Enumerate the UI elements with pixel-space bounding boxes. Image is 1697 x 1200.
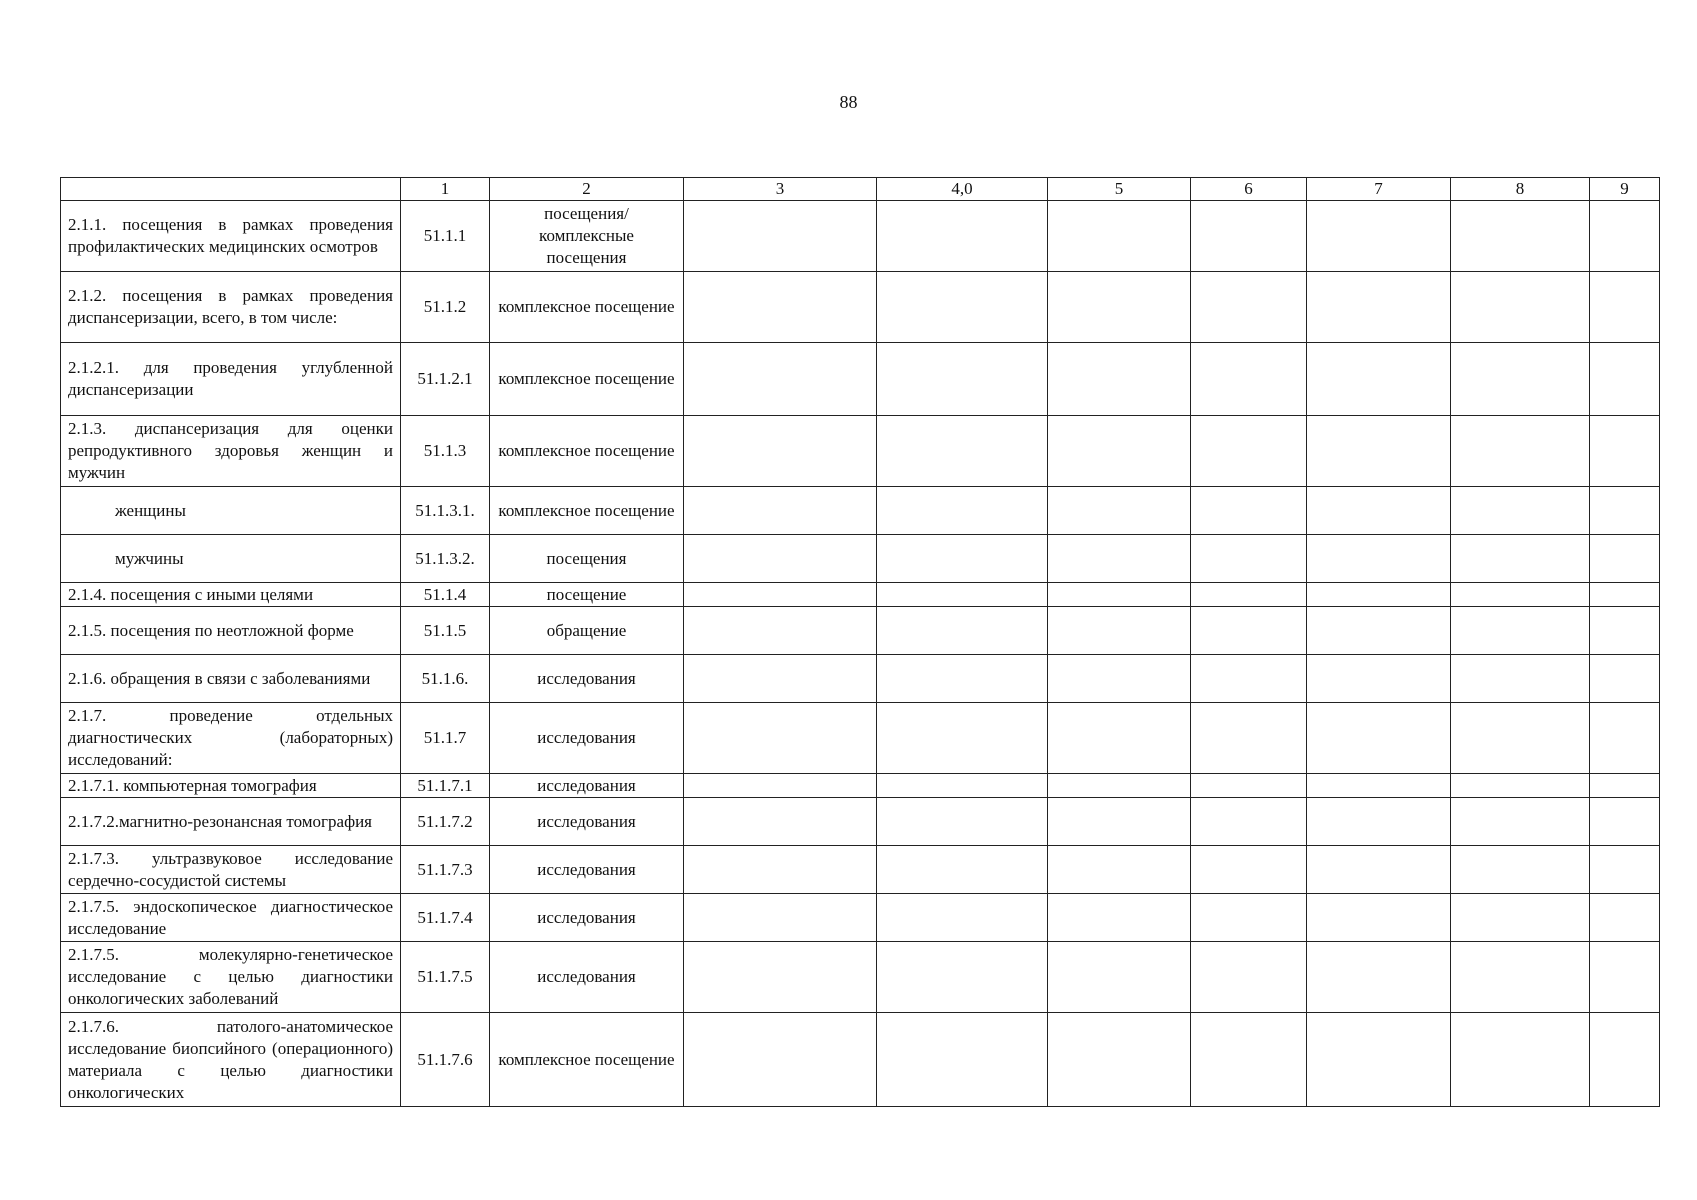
- empty-value-cell: [1451, 607, 1590, 655]
- empty-value-cell: [1191, 1013, 1307, 1107]
- empty-value-cell: [1191, 655, 1307, 703]
- empty-value-cell: [1191, 535, 1307, 583]
- empty-value-cell: [1048, 607, 1191, 655]
- empty-value-cell: [1191, 942, 1307, 1013]
- header-cell: 1: [401, 178, 490, 201]
- empty-value-cell: [684, 343, 877, 416]
- empty-value-cell: [1191, 894, 1307, 942]
- empty-value-cell: [1590, 894, 1660, 942]
- indicator-name-cell: 2.1.2.1. для проведения углубленной диспансеризации: [61, 343, 401, 416]
- empty-value-cell: [1590, 487, 1660, 535]
- row-code-cell: 51.1.2: [401, 272, 490, 343]
- indicator-name-cell: 2.1.7. проведение отдельных диагностических (лабораторных) исследований:: [61, 703, 401, 774]
- empty-value-cell: [1048, 774, 1191, 798]
- indicator-name-cell: 2.1.7.6. патолого-анатомическое исследование биопсийного (операционного) материала с целью диагностики онкологических: [61, 1013, 401, 1107]
- empty-value-cell: [1048, 416, 1191, 487]
- header-cell: 7: [1307, 178, 1451, 201]
- indicator-name-cell: 2.1.2. посещения в рамках проведения диспансеризации, всего, в том числе:: [61, 272, 401, 343]
- empty-value-cell: [1590, 1013, 1660, 1107]
- empty-value-cell: [1590, 272, 1660, 343]
- empty-value-cell: [684, 774, 877, 798]
- table-row: [61, 416, 1660, 487]
- indicator-name-cell: 2.1.7.5. эндоскопическое диагностическое исследование: [61, 894, 401, 942]
- indicator-name-cell: 2.1.6. обращения в связи с заболеваниями: [61, 655, 401, 703]
- empty-value-cell: [1191, 487, 1307, 535]
- empty-value-cell: [1307, 607, 1451, 655]
- empty-value-cell: [1451, 535, 1590, 583]
- empty-value-cell: [684, 1013, 877, 1107]
- row-code-cell: 51.1.3: [401, 416, 490, 487]
- data-table: [60, 177, 1660, 1107]
- empty-value-cell: [1451, 894, 1590, 942]
- unit-cell: исследования: [490, 894, 684, 942]
- empty-value-cell: [877, 703, 1048, 774]
- indicator-name-cell: 2.1.3. диспансеризация для оценки репродуктивного здоровья женщин и мужчин: [61, 416, 401, 487]
- empty-value-cell: [1307, 703, 1451, 774]
- empty-value-cell: [1048, 583, 1191, 607]
- unit-cell: исследования: [490, 942, 684, 1013]
- empty-value-cell: [1590, 942, 1660, 1013]
- indicator-name-cell: 2.1.7.1. компьютерная томография: [61, 774, 401, 798]
- unit-cell: посещение: [490, 583, 684, 607]
- empty-value-cell: [1191, 846, 1307, 894]
- empty-value-cell: [1307, 343, 1451, 416]
- empty-value-cell: [1307, 416, 1451, 487]
- header-row: [61, 178, 1660, 201]
- empty-value-cell: [684, 942, 877, 1013]
- row-code-cell: 51.1.3.2.: [401, 535, 490, 583]
- table-row: [61, 846, 1660, 894]
- row-code-cell: 51.1.4: [401, 583, 490, 607]
- empty-value-cell: [1191, 703, 1307, 774]
- empty-value-cell: [877, 343, 1048, 416]
- empty-value-cell: [684, 846, 877, 894]
- empty-value-cell: [1191, 774, 1307, 798]
- empty-value-cell: [1451, 942, 1590, 1013]
- empty-value-cell: [1451, 846, 1590, 894]
- empty-value-cell: [1590, 607, 1660, 655]
- empty-value-cell: [684, 416, 877, 487]
- header-cell: 8: [1451, 178, 1590, 201]
- unit-cell: посещения/ комплексные посещения: [490, 201, 684, 272]
- empty-value-cell: [877, 487, 1048, 535]
- empty-value-cell: [1590, 703, 1660, 774]
- empty-value-cell: [1048, 942, 1191, 1013]
- empty-value-cell: [1451, 703, 1590, 774]
- empty-value-cell: [877, 655, 1048, 703]
- empty-value-cell: [1307, 535, 1451, 583]
- empty-value-cell: [1048, 655, 1191, 703]
- empty-value-cell: [1307, 774, 1451, 798]
- header-cell: [61, 178, 401, 201]
- unit-cell: комплексное посещение: [490, 416, 684, 487]
- empty-value-cell: [1307, 846, 1451, 894]
- table-row: [61, 535, 1660, 583]
- empty-value-cell: [877, 798, 1048, 846]
- empty-value-cell: [877, 272, 1048, 343]
- indicator-name-cell: 2.1.4. посещения с иными целями: [61, 583, 401, 607]
- empty-value-cell: [1191, 272, 1307, 343]
- page-number: 88: [839, 92, 858, 112]
- header-cell: 2: [490, 178, 684, 201]
- table-row: [61, 607, 1660, 655]
- empty-value-cell: [1451, 774, 1590, 798]
- unit-cell: исследования: [490, 655, 684, 703]
- empty-value-cell: [684, 487, 877, 535]
- row-code-cell: 51.1.7.5: [401, 942, 490, 1013]
- unit-cell: обращение: [490, 607, 684, 655]
- empty-value-cell: [1590, 201, 1660, 272]
- empty-value-cell: [877, 942, 1048, 1013]
- table-row: [61, 894, 1660, 942]
- indicator-name-cell: 2.1.7.3. ультразвуковое исследование сердечно-сосудистой системы: [61, 846, 401, 894]
- row-code-cell: 51.1.7.6: [401, 1013, 490, 1107]
- empty-value-cell: [1307, 942, 1451, 1013]
- row-code-cell: 51.1.3.1.: [401, 487, 490, 535]
- empty-value-cell: [877, 583, 1048, 607]
- empty-value-cell: [1590, 343, 1660, 416]
- row-code-cell: 51.1.6.: [401, 655, 490, 703]
- empty-value-cell: [877, 1013, 1048, 1107]
- empty-value-cell: [1451, 798, 1590, 846]
- empty-value-cell: [1191, 607, 1307, 655]
- empty-value-cell: [1451, 343, 1590, 416]
- empty-value-cell: [1048, 894, 1191, 942]
- table-row: [61, 798, 1660, 846]
- table-row: [61, 272, 1660, 343]
- row-code-cell: 51.1.7: [401, 703, 490, 774]
- empty-value-cell: [1307, 798, 1451, 846]
- empty-value-cell: [877, 607, 1048, 655]
- indicator-name-cell: 2.1.1. посещения в рамках проведения профилактических медицинских осмотров: [61, 201, 401, 272]
- row-code-cell: 51.1.2.1: [401, 343, 490, 416]
- empty-value-cell: [684, 798, 877, 846]
- empty-value-cell: [684, 535, 877, 583]
- empty-value-cell: [684, 607, 877, 655]
- indicator-name-cell: 2.1.7.5. молекулярно-генетическое исследование с целью диагностики онкологических заболеваний: [61, 942, 401, 1013]
- empty-value-cell: [1048, 1013, 1191, 1107]
- indicator-name-cell: женщины: [61, 487, 401, 535]
- empty-value-cell: [1048, 487, 1191, 535]
- table-row: [61, 201, 1660, 272]
- row-code-cell: 51.1.7.1: [401, 774, 490, 798]
- empty-value-cell: [1590, 774, 1660, 798]
- indicator-name-cell: мужчины: [61, 535, 401, 583]
- header-cell: 5: [1048, 178, 1191, 201]
- empty-value-cell: [1048, 798, 1191, 846]
- indicator-name-cell: 2.1.5. посещения по неотложной форме: [61, 607, 401, 655]
- table-row: [61, 1013, 1660, 1107]
- empty-value-cell: [1590, 535, 1660, 583]
- empty-value-cell: [684, 894, 877, 942]
- table-row: [61, 774, 1660, 798]
- unit-cell: комплексное посещение: [490, 272, 684, 343]
- empty-value-cell: [1307, 272, 1451, 343]
- table-row: [61, 942, 1660, 1013]
- empty-value-cell: [1451, 201, 1590, 272]
- empty-value-cell: [877, 201, 1048, 272]
- row-code-cell: 51.1.7.2: [401, 798, 490, 846]
- empty-value-cell: [1048, 535, 1191, 583]
- empty-value-cell: [1451, 655, 1590, 703]
- empty-value-cell: [877, 774, 1048, 798]
- empty-value-cell: [877, 894, 1048, 942]
- row-code-cell: 51.1.5: [401, 607, 490, 655]
- unit-cell: посещения: [490, 535, 684, 583]
- table-row: [61, 343, 1660, 416]
- header-cell: 9: [1590, 178, 1660, 201]
- empty-value-cell: [684, 201, 877, 272]
- empty-value-cell: [1191, 798, 1307, 846]
- empty-value-cell: [1451, 272, 1590, 343]
- empty-value-cell: [1048, 201, 1191, 272]
- table-row: [61, 655, 1660, 703]
- empty-value-cell: [1307, 655, 1451, 703]
- empty-value-cell: [684, 655, 877, 703]
- row-code-cell: 51.1.7.4: [401, 894, 490, 942]
- empty-value-cell: [1590, 846, 1660, 894]
- empty-value-cell: [1191, 201, 1307, 272]
- empty-value-cell: [684, 583, 877, 607]
- empty-value-cell: [1590, 798, 1660, 846]
- empty-value-cell: [1048, 846, 1191, 894]
- row-code-cell: 51.1.7.3: [401, 846, 490, 894]
- unit-cell: исследования: [490, 703, 684, 774]
- empty-value-cell: [1048, 703, 1191, 774]
- empty-value-cell: [877, 535, 1048, 583]
- unit-cell: исследования: [490, 798, 684, 846]
- indicator-name-cell: 2.1.7.2.магнитно-резонансная томография: [61, 798, 401, 846]
- header-cell: 3: [684, 178, 877, 201]
- empty-value-cell: [684, 703, 877, 774]
- empty-value-cell: [1307, 583, 1451, 607]
- empty-value-cell: [1590, 583, 1660, 607]
- empty-value-cell: [1590, 416, 1660, 487]
- table-row: [61, 583, 1660, 607]
- empty-value-cell: [1191, 583, 1307, 607]
- table-row: [61, 703, 1660, 774]
- empty-value-cell: [877, 416, 1048, 487]
- unit-cell: исследования: [490, 846, 684, 894]
- empty-value-cell: [1307, 487, 1451, 535]
- row-code-cell: 51.1.1: [401, 201, 490, 272]
- empty-value-cell: [1191, 416, 1307, 487]
- table-body: [61, 201, 1660, 1107]
- empty-value-cell: [684, 272, 877, 343]
- header-cell: 6: [1191, 178, 1307, 201]
- empty-value-cell: [1451, 1013, 1590, 1107]
- header-cell: 4,0: [877, 178, 1048, 201]
- empty-value-cell: [877, 846, 1048, 894]
- unit-cell: исследования: [490, 774, 684, 798]
- empty-value-cell: [1451, 583, 1590, 607]
- empty-value-cell: [1307, 894, 1451, 942]
- table-row: [61, 487, 1660, 535]
- empty-value-cell: [1307, 1013, 1451, 1107]
- empty-value-cell: [1590, 655, 1660, 703]
- empty-value-cell: [1048, 272, 1191, 343]
- empty-value-cell: [1451, 416, 1590, 487]
- empty-value-cell: [1451, 487, 1590, 535]
- empty-value-cell: [1191, 343, 1307, 416]
- unit-cell: комплексное посещение: [490, 1013, 684, 1107]
- unit-cell: комплексное посещение: [490, 343, 684, 416]
- empty-value-cell: [1048, 343, 1191, 416]
- empty-value-cell: [1307, 201, 1451, 272]
- unit-cell: комплексное посещение: [490, 487, 684, 535]
